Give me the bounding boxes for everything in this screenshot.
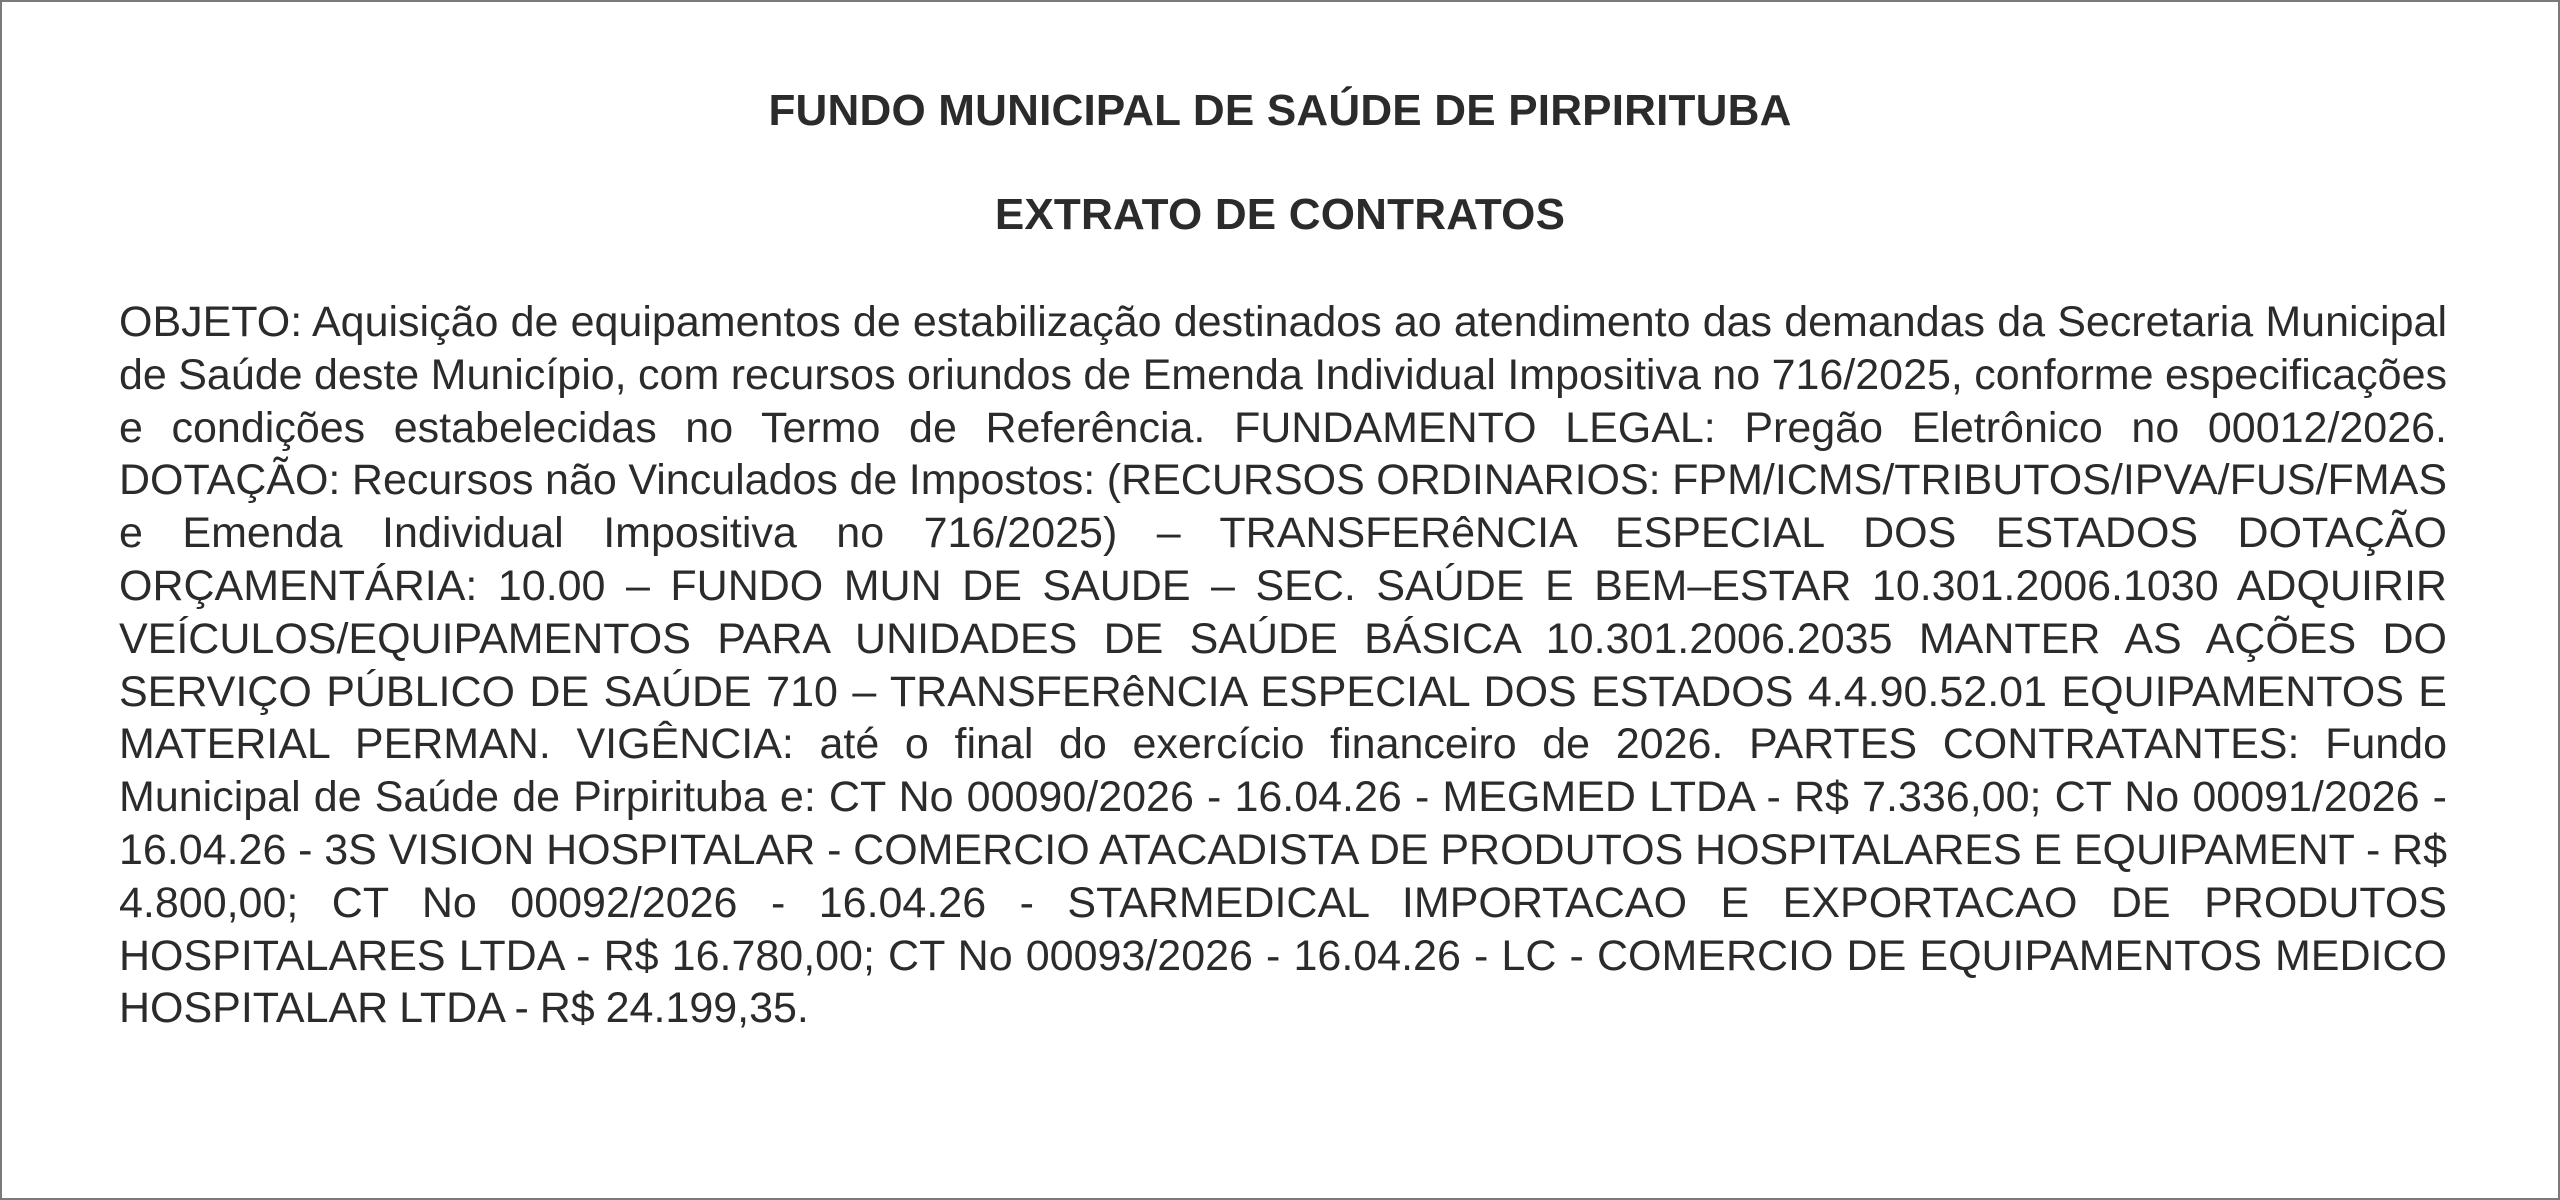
document-body: OBJETO: Aquisição de equipamentos de estabilização destinados ao atendimento das demandas da Secretaria Municipal de Saúde deste Município, com recursos oriundos de Emenda Individual Impositiva no 716/2025, conforme especificações e condições estabelecidas no Termo de Referência. FUNDAMENTO LEGAL: Pregão Eletrônico no 00012/2026. DOTAÇÃO: Recursos não Vinculados de Impostos: (RECURSOS ORDINARIOS: FPM/ICMS/TRIBUTOS/IPVA/FUS/FMAS e Emenda Individual Impositiva no 716/2025) – TRANSFERêNCIA ESPECIAL DOS ESTADOS DOTAÇÃO ORÇAMENTÁRIA: 10.00 – FUNDO MUN DE SAUDE – SEC. SAÚDE E BEM–ESTAR 10.301.2006.1030 ADQUIRIR VEÍCULOS/EQUIPAMENTOS PARA UNIDADES DE SAÚDE BÁSICA 10.301.2006.2035 MANTER AS AÇÕES DO SERVIÇO PÚBLICO DE SAÚDE 710 – TRANSFERêNCIA ESPECIAL DOS ESTADOS 4.4.90.52.01 EQUIPAMENTOS E MATERIAL PERMAN. VIGÊNCIA: até o final do exercício financeiro de 2026. PARTES CONTRATANTES: Fundo Municipal de Saúde de Pirpirituba e: CT No 00090/2026 - 16.04.26 - MEGMED LTDA - R$ 7.336,00; CT No 00091/2026 - 16.04.26 - 3S VISION HOSPITALAR - COMERCIO ATACADISTA DE PRODUTOS HOSPITALARES E EQUIPAMENT - R$ 4.800,00; CT No 00092/2026 - 16.04.26 - STARMEDICAL IMPORTACAO E EXPORTACAO DE PRODUTOS HOSPITALARES LTDA - R$ 16.780,00; CT No 00093/2026 - 16.04.26 - LC - COMERCIO DE EQUIPAMENTOS MEDICO HOSPITALAR LTDA - R$ 24.199,35. — [119, 298, 2447, 1033]
document-title: FUNDO MUNICIPAL DE SAÚDE DE PIRPIRITUBA — [768, 86, 1792, 135]
document-subtitle: EXTRATO DE CONTRATOS — [994, 190, 1566, 239]
